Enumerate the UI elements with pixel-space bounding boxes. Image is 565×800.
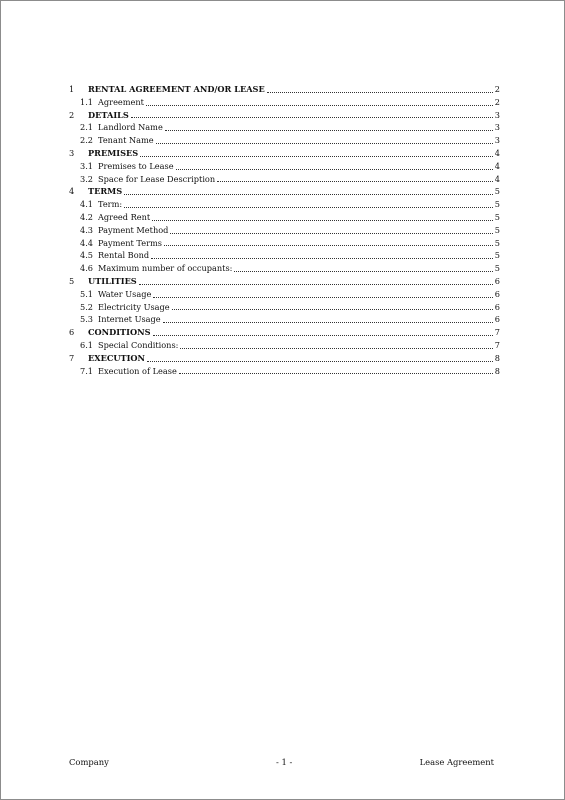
toc-entry-number: 4.1 xyxy=(80,199,94,210)
toc-entry[interactable] xyxy=(69,326,500,339)
toc-entry[interactable] xyxy=(69,301,500,314)
toc-entry-number: 1.1 xyxy=(80,96,94,107)
toc-entry-page: 4 xyxy=(494,173,500,184)
toc-entry-title: Tenant Name xyxy=(98,135,154,146)
toc-entry[interactable] xyxy=(69,160,500,173)
toc-entry[interactable] xyxy=(69,109,500,122)
toc-entry[interactable] xyxy=(69,198,500,211)
toc-entry[interactable] xyxy=(69,83,500,96)
toc-entry[interactable] xyxy=(69,313,500,326)
toc-entry-number: 4.3 xyxy=(80,224,94,235)
toc-entry-page: 5 xyxy=(494,211,500,222)
toc-entry-number: 3.1 xyxy=(80,160,94,171)
toc-entry-title: Payment Method xyxy=(98,224,169,235)
page-footer xyxy=(69,756,494,768)
toc-entry-title: DETAILS xyxy=(88,109,129,120)
toc-entry-title: TERMS xyxy=(88,186,123,197)
toc-entry-number: 5 xyxy=(69,275,75,286)
toc-entry-page: 5 xyxy=(494,224,500,235)
toc-entry[interactable] xyxy=(69,237,500,250)
toc-entry-page: 6 xyxy=(494,275,500,286)
toc-entry-number: 6 xyxy=(69,327,75,338)
toc-entry-page: 3 xyxy=(494,109,500,120)
toc-entry-number: 7 xyxy=(69,352,75,363)
toc-entry-page: 2 xyxy=(494,84,500,94)
toc-entry-number: 4.5 xyxy=(80,250,94,261)
toc-entry-title: Water Usage xyxy=(98,288,152,299)
toc-entry-number: 5.2 xyxy=(80,301,94,312)
toc-entry[interactable] xyxy=(69,352,500,365)
toc-entry-page: 4 xyxy=(494,160,500,171)
toc-entry[interactable] xyxy=(69,121,500,134)
toc-entry-title: Landlord Name xyxy=(98,122,163,133)
toc-entry-page: 8 xyxy=(494,365,500,376)
toc-entry-number: 6.1 xyxy=(80,339,94,350)
toc-entry-number: 3 xyxy=(69,147,75,158)
toc-entry-title: Internet Usage xyxy=(98,314,161,325)
toc-entry-title: Agreed Rent xyxy=(98,211,151,222)
toc-entry-page: 7 xyxy=(494,327,500,338)
footer-document-title: Lease Agreement xyxy=(419,757,494,767)
toc-entry-title: RENTAL AGREEMENT AND/OR LEASE xyxy=(88,84,265,94)
toc-entry-number: 4 xyxy=(69,186,75,197)
toc-entry-title: Execution of Lease xyxy=(98,365,177,376)
toc-entry-number: 2.2 xyxy=(80,135,94,146)
footer-company: Company xyxy=(69,757,109,767)
toc-entry-number: 5.3 xyxy=(80,314,94,325)
toc-entry-page: 5 xyxy=(494,186,500,197)
toc-entry-title: CONDITIONS xyxy=(88,327,151,338)
toc-entry-number: 4.2 xyxy=(80,211,94,222)
toc-entry-page: 6 xyxy=(494,288,500,299)
toc-entry-page: 8 xyxy=(494,352,500,363)
toc-entry[interactable] xyxy=(69,288,500,301)
toc-entry[interactable] xyxy=(69,275,500,288)
toc-entry-title: UTILITIES xyxy=(88,275,137,286)
toc-entry-number: 7.1 xyxy=(80,365,94,376)
toc-entry[interactable] xyxy=(69,173,500,186)
toc-entry-page: 7 xyxy=(494,339,500,350)
toc-entry-page: 5 xyxy=(494,250,500,261)
toc-entry[interactable] xyxy=(69,185,500,198)
toc-entry-title: Agreement xyxy=(98,96,144,107)
toc-entry-page: 6 xyxy=(494,301,500,312)
toc-entry-page: 5 xyxy=(494,237,500,248)
toc-entry-title: Premises to Lease xyxy=(98,160,174,171)
toc-entry[interactable] xyxy=(69,96,500,109)
toc-entry-title: Electricity Usage xyxy=(98,301,170,312)
toc-entry-title: EXECUTION xyxy=(88,352,146,363)
toc-entry[interactable] xyxy=(69,211,500,224)
toc-entry-number: 4.4 xyxy=(80,237,94,248)
toc-entry[interactable] xyxy=(69,249,500,262)
toc-entry-page: 3 xyxy=(494,122,500,133)
toc-entry-title: Term: xyxy=(98,199,123,210)
toc-entry-page: 6 xyxy=(494,314,500,325)
toc-entry-title: Rental Bond xyxy=(98,250,150,261)
toc-entry-number: 2.1 xyxy=(80,122,94,133)
toc-entry-number: 1 xyxy=(69,84,75,94)
toc-entry-page: 2 xyxy=(494,96,500,107)
toc-entry-title: Space for Lease Description xyxy=(98,173,216,184)
toc-entry-number: 2 xyxy=(69,109,75,120)
toc-entry[interactable] xyxy=(69,224,500,237)
footer-page-number: - 1 - xyxy=(276,757,293,767)
toc-entry[interactable] xyxy=(69,339,500,352)
toc-entry-number: 4.6 xyxy=(80,263,94,274)
toc-entry-number: 3.2 xyxy=(80,173,94,184)
toc-entry-number: 5.1 xyxy=(80,288,94,299)
toc-entry-title: Payment Terms xyxy=(98,237,162,248)
toc-entry-page: 5 xyxy=(494,199,500,210)
toc-entry-page: 3 xyxy=(494,135,500,146)
toc-entry-title: Maximum number of occupants: xyxy=(98,263,233,274)
toc-entry-title: Special Conditions: xyxy=(98,339,179,350)
toc-entry[interactable] xyxy=(69,134,500,147)
toc-entry[interactable] xyxy=(69,262,500,275)
toc-entry[interactable] xyxy=(69,365,500,378)
table-of-contents xyxy=(69,83,500,377)
toc-entry[interactable] xyxy=(69,147,500,160)
toc-entry-page: 4 xyxy=(494,147,500,158)
toc-entry-page: 5 xyxy=(494,263,500,274)
toc-entry-title: PREMISES xyxy=(88,147,139,158)
